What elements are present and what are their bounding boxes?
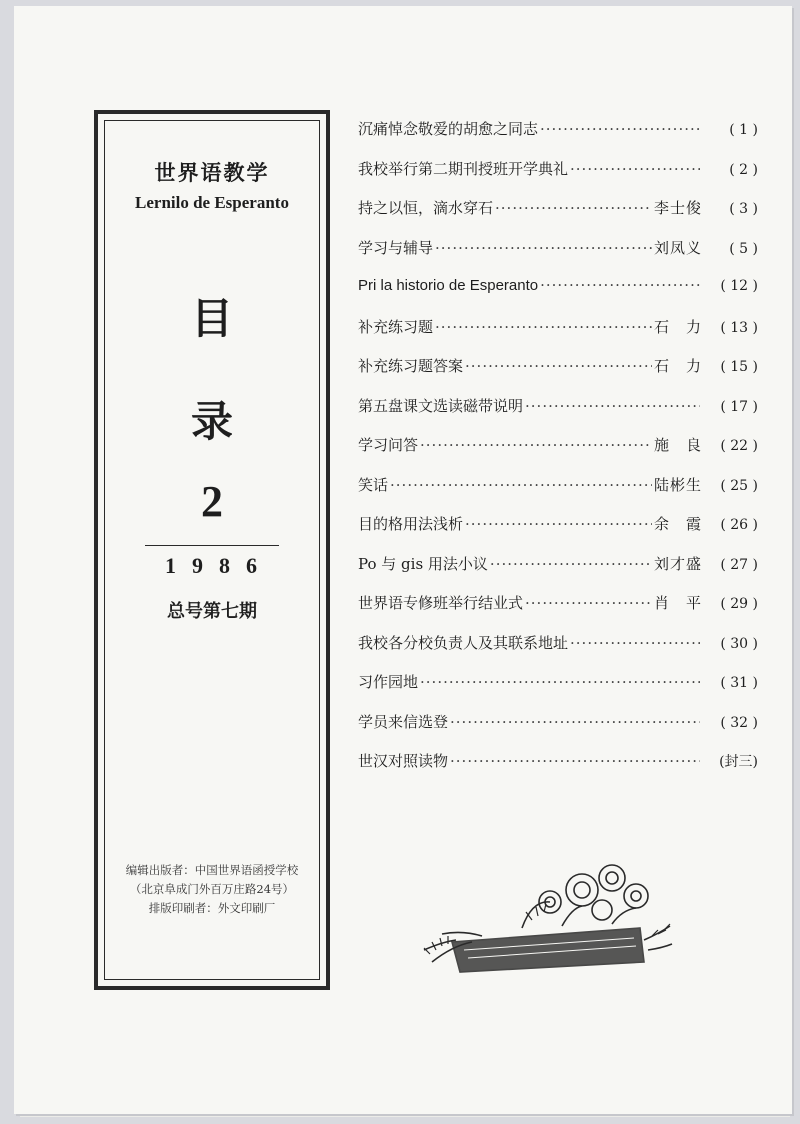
leader-dots [390, 476, 652, 494]
toc-entry-page: ( 27 ) [720, 556, 758, 573]
toc-entry-title: 目的格用法浅析 [358, 515, 464, 533]
toc-entry [358, 197, 758, 237]
toc-entry [358, 276, 758, 316]
toc-entry [358, 671, 758, 711]
toc-entry-title: 我校各分校负责人及其联系地址 [358, 633, 569, 652]
toc-entry-author: 李士俊 [653, 199, 702, 217]
toc-entry-page: (封三) [719, 754, 758, 770]
toc-entry-title: 世界语专修班举行结业式 [358, 594, 524, 612]
toc-entry-title: 补充练习题答案 [358, 357, 464, 375]
toc-entry-page: ( 5 ) [729, 240, 758, 257]
toc-entry-author: 施 良 [653, 436, 702, 454]
toc-entry-title: 学习与辅导 [358, 238, 434, 257]
leader-dots [420, 436, 652, 454]
leader-dots [450, 713, 700, 731]
toc-entry [358, 474, 758, 514]
toc-entry-author: 刘凤义 [653, 238, 702, 257]
toc-entry-title: Pri la historio de Esperanto [358, 277, 539, 294]
toc-entry-page: ( 22 ) [720, 438, 758, 454]
serial-number: 总号第七期 [167, 601, 257, 622]
leader-dots [435, 318, 652, 336]
leader-dots [435, 239, 652, 257]
toc-heading-char-2: 录 [190, 397, 233, 446]
issue-number: 2 [201, 477, 223, 526]
leader-dots [450, 752, 700, 770]
toc-entry-title: 学习问答 [358, 436, 419, 454]
toc-entry-page: ( 2 ) [729, 161, 758, 178]
leader-dots [540, 120, 700, 138]
toc-entry [358, 237, 758, 277]
toc-entry-page: ( 17 ) [720, 398, 758, 415]
toc-entry-author: 石 力 [653, 317, 702, 336]
toc-entry [358, 355, 758, 395]
toc-entry-page: ( 31 ) [720, 675, 758, 691]
toc-entry-title: 笑话 [358, 475, 389, 494]
leader-dots [465, 515, 652, 533]
toc-entry-page: ( 15 ) [720, 359, 758, 375]
toc-entry-author: 肖 平 [653, 594, 702, 612]
toc-entry-title: 我校举行第二期刊授班开学典礼 [358, 159, 569, 178]
toc-entry [358, 434, 758, 474]
toc-entry [358, 632, 758, 672]
imprint [105, 861, 319, 918]
toc-entry-page: ( 1 ) [729, 122, 758, 138]
cover-panel [94, 110, 330, 990]
leader-dots [525, 594, 652, 612]
leader-dots [525, 397, 700, 415]
toc-entry-page: ( 12 ) [720, 278, 758, 294]
leader-dots [495, 199, 652, 217]
leader-dots [570, 634, 700, 652]
publication-subtitle: Lernilo de Esperanto [135, 193, 289, 212]
toc-entry-title: 世汉对照读物 [358, 752, 449, 770]
toc-entry-page: ( 13 ) [720, 319, 758, 336]
toc-entry-title: 补充练习题 [358, 317, 434, 336]
toc-entry [358, 158, 758, 198]
toc-entry [358, 711, 758, 751]
toc-entry [358, 553, 758, 593]
toc-entry-title: 习作园地 [358, 673, 419, 691]
toc-entry [358, 592, 758, 632]
divider [145, 545, 279, 546]
imprint-line: 编辑出版者：中国世界语函授学校 [125, 863, 299, 877]
toc-entry-page: ( 3 ) [729, 201, 758, 217]
toc-entry-page: ( 25 ) [720, 477, 758, 494]
imprint-line: （北京阜成门外百万庄路24号） [129, 882, 295, 896]
imprint-line: 排版印刷者：外文印刷厂 [148, 901, 276, 915]
toc-entry-page: ( 29 ) [720, 596, 758, 612]
toc-entry-author: 刘才盛 [653, 554, 702, 573]
toc-entry [358, 750, 758, 790]
toc-entry-page: ( 32 ) [720, 714, 758, 731]
toc-entry [358, 513, 758, 553]
toc-heading-char-1: 目 [190, 294, 233, 343]
leader-dots [570, 160, 700, 178]
toc-entry-title: 持之以恒，滴水穿石 [358, 199, 494, 217]
publication-title: 世界语教学 [154, 160, 270, 185]
toc-entry [358, 118, 758, 158]
leader-dots [540, 276, 700, 294]
toc-entry-page: ( 30 ) [720, 635, 758, 652]
toc-entry-title: 第五盘课文选读磁带说明 [358, 396, 524, 415]
leader-dots [420, 673, 700, 691]
toc-entry-title: 沉痛悼念敬爱的胡愈之同志 [358, 120, 539, 138]
toc-entry [358, 316, 758, 356]
toc-entry-author: 陆彬生 [653, 475, 702, 494]
cover-panel-inner [104, 120, 320, 980]
toc-entry [358, 395, 758, 435]
issue-year: 1986 [165, 553, 273, 578]
table-of-contents [358, 118, 758, 790]
toc-entry-page: ( 26 ) [720, 517, 758, 533]
toc-entry-title: Po 与 gis 用法小议 [358, 554, 488, 573]
leader-dots [490, 555, 652, 573]
toc-entry-title: 学员来信选登 [358, 712, 449, 731]
toc-entry-author: 石 力 [653, 357, 702, 375]
leader-dots [465, 357, 652, 375]
toc-entry-author: 余 霞 [653, 515, 702, 533]
flower-basket-illustration-icon [412, 850, 674, 980]
